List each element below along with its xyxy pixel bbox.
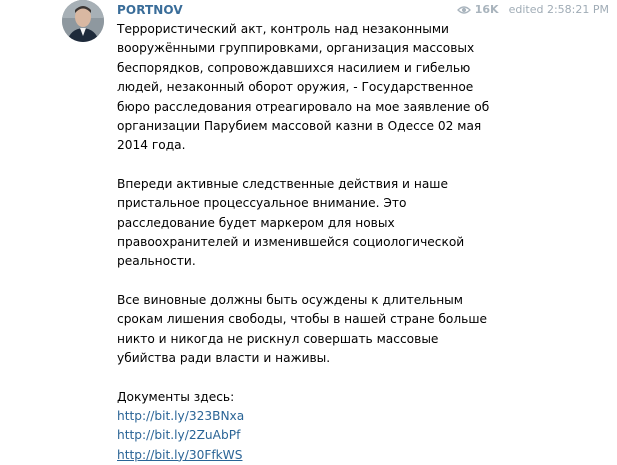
document-link-1[interactable]: http://bit.ly/323BNxa (117, 407, 613, 426)
text-line: реальности. (117, 252, 613, 271)
documents-block (117, 388, 613, 465)
text-line: вооружёнными группировками, организация массовых (117, 39, 613, 58)
message-meta (457, 3, 609, 16)
author-name[interactable]: PORTNOV (117, 3, 183, 17)
message-header (117, 0, 613, 20)
views-count: 16K (475, 3, 499, 16)
text-line: правоохранителей и изменившейся социологической (117, 233, 613, 252)
document-link-3[interactable]: http://bit.ly/30FfkWS (117, 446, 613, 465)
text-line: Впереди активные следственные действия и наше (117, 175, 613, 194)
avatar[interactable] (62, 0, 104, 42)
text-line: Все виновные должны быть осуждены к длительным (117, 291, 613, 310)
text-line: срокам лишения свободы, чтобы в нашей стране больше (117, 310, 613, 329)
document-link-2[interactable]: http://bit.ly/2ZuAbPf (117, 426, 613, 445)
message-text (117, 20, 613, 465)
paragraph (117, 20, 613, 156)
text-line: людей, незаконный оборот оружия, - Государственное (117, 78, 613, 97)
text-line: пристальное процессуальное внимание. Это (117, 194, 613, 213)
text-line: убийства ради власти и наживы. (117, 349, 613, 368)
text-line: организации Парубием массовой казни в Одессе 02 мая (117, 117, 613, 136)
text-line: бюро расследования отреагировало на мое заявление об (117, 98, 613, 117)
eye-icon (457, 5, 471, 15)
paragraph (117, 291, 613, 369)
paragraph (117, 175, 613, 272)
text-line: беспорядков, сопровождавшихся насилием и гибелью (117, 59, 613, 78)
edited-time: edited 2:58:21 PM (509, 3, 609, 16)
text-line: Террористический акт, контроль над незаконными (117, 20, 613, 39)
documents-label: Документы здесь: (117, 388, 613, 407)
text-line: 2014 года. (117, 136, 613, 155)
avatar-photo (62, 0, 104, 42)
text-line: никто и никогда не рискнул совершать массовые (117, 330, 613, 349)
message (117, 0, 613, 465)
text-line: расследование будет маркером для новых (117, 214, 613, 233)
